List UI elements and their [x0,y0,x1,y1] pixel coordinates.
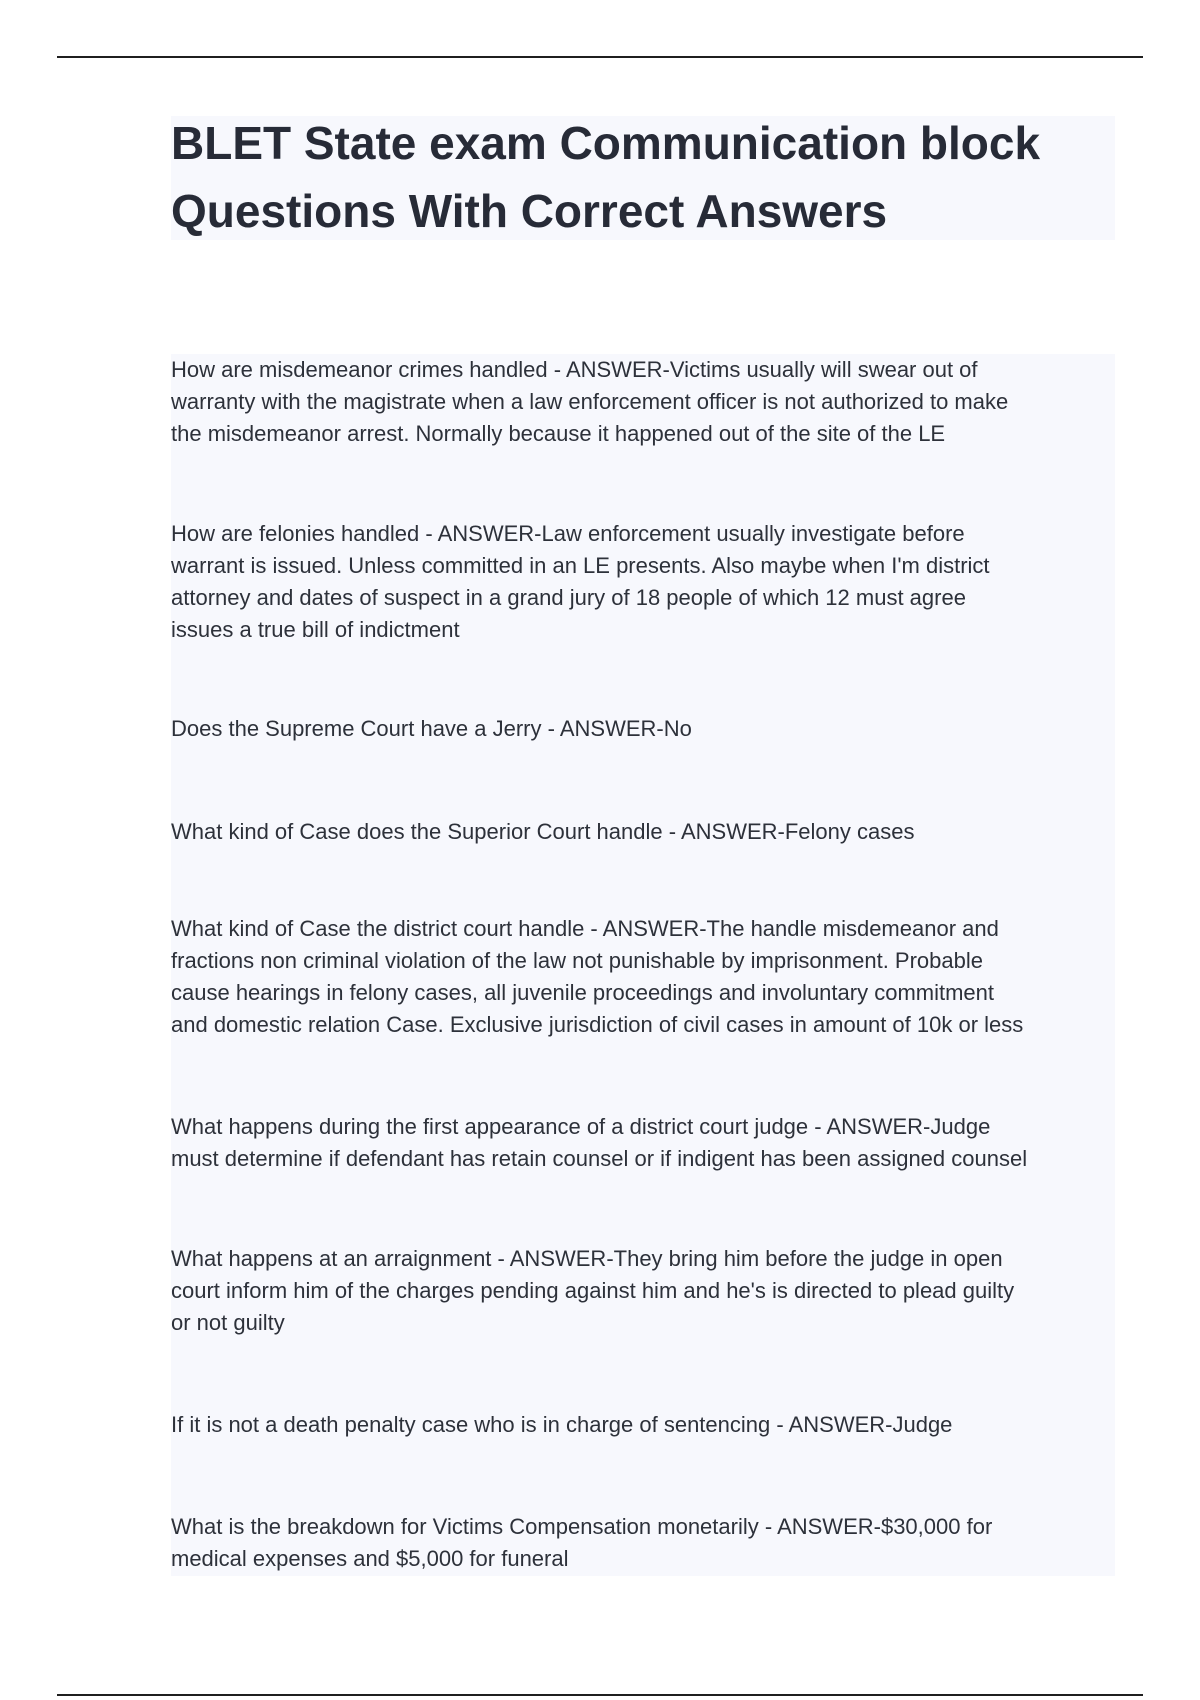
top-rule [57,56,1143,58]
title-line-1: BLET State exam Communication block [171,117,1041,169]
qa-item-5-line-3: cause hearings in felony cases, all juvenile proceedings and involuntary commitment [171,980,995,1005]
qa-item-5-line-2: fractions non criminal violation of the law not punishable by imprisonment. Probable [171,948,983,973]
qa-item-3-line-1: Does the Supreme Court have a Jerry - ANSWER-No [171,716,692,741]
qa-item-6-line-2: must determine if defendant has retain counsel or if indigent has been assigned counsel [171,1146,1028,1171]
qa-item-9-line-1: What is the breakdown for Victims Compensation monetarily - ANSWER-$30,000 for [171,1514,993,1539]
title-block [171,116,1115,240]
qa-item-6-line-1: What happens during the first appearance of a district court judge - ANSWER-Judge [171,1114,991,1139]
qa-item-2-line-4: issues a true bill of indictment [171,617,460,642]
qa-item-8 [171,1409,1131,1441]
qa-item-5-line-1: What kind of Case the district court handle - ANSWER-The handle misdemeanor and [171,916,999,941]
qa-item-2-line-2: warrant is issued. Unless committed in an LE presents. Also maybe when I'm district [171,553,990,578]
qa-item-1 [171,354,1131,450]
qa-item-2-line-1: How are felonies handled - ANSWER-Law enforcement usually investigate before [171,521,965,546]
qa-item-4-line-1: What kind of Case does the Superior Court handle - ANSWER-Felony cases [171,819,915,844]
qa-item-4 [171,816,1131,848]
qa-item-5-line-4: and domestic relation Case. Exclusive jurisdiction of civil cases in amount of 10k or less [171,1012,1024,1037]
qa-item-6 [171,1111,1131,1175]
qa-list [171,354,1115,1576]
qa-item-1-line-1: How are misdemeanor crimes handled - ANSWER-Victims usually will swear out of [171,357,978,382]
qa-item-9-line-2: medical expenses and $5,000 for funeral [171,1546,569,1571]
qa-item-5 [171,913,1131,1041]
qa-item-7-line-2: court inform him of the charges pending against him and he's is directed to plead guilty [171,1278,1015,1303]
qa-item-9 [171,1511,1131,1575]
qa-item-2-line-3: attorney and dates of suspect in a grand jury of 18 people of which 12 must agree [171,585,966,610]
document-title [171,109,1115,245]
bottom-rule [57,1694,1143,1696]
qa-item-7-line-1: What happens at an arraignment - ANSWER-They bring him before the judge in open [171,1246,1003,1271]
qa-item-3 [171,713,1131,745]
qa-item-7-line-3: or not guilty [171,1310,285,1335]
qa-item-1-line-3: the misdemeanor arrest. Normally because it happened out of the site of the LE [171,421,946,446]
qa-item-7 [171,1243,1131,1339]
title-line-2: Questions With Correct Answers [171,185,888,237]
qa-item-1-line-2: warranty with the magistrate when a law enforcement officer is not authorized to make [171,389,1009,414]
qa-item-2 [171,518,1131,646]
qa-item-8-line-1: If it is not a death penalty case who is in charge of sentencing - ANSWER-Judge [171,1412,953,1437]
